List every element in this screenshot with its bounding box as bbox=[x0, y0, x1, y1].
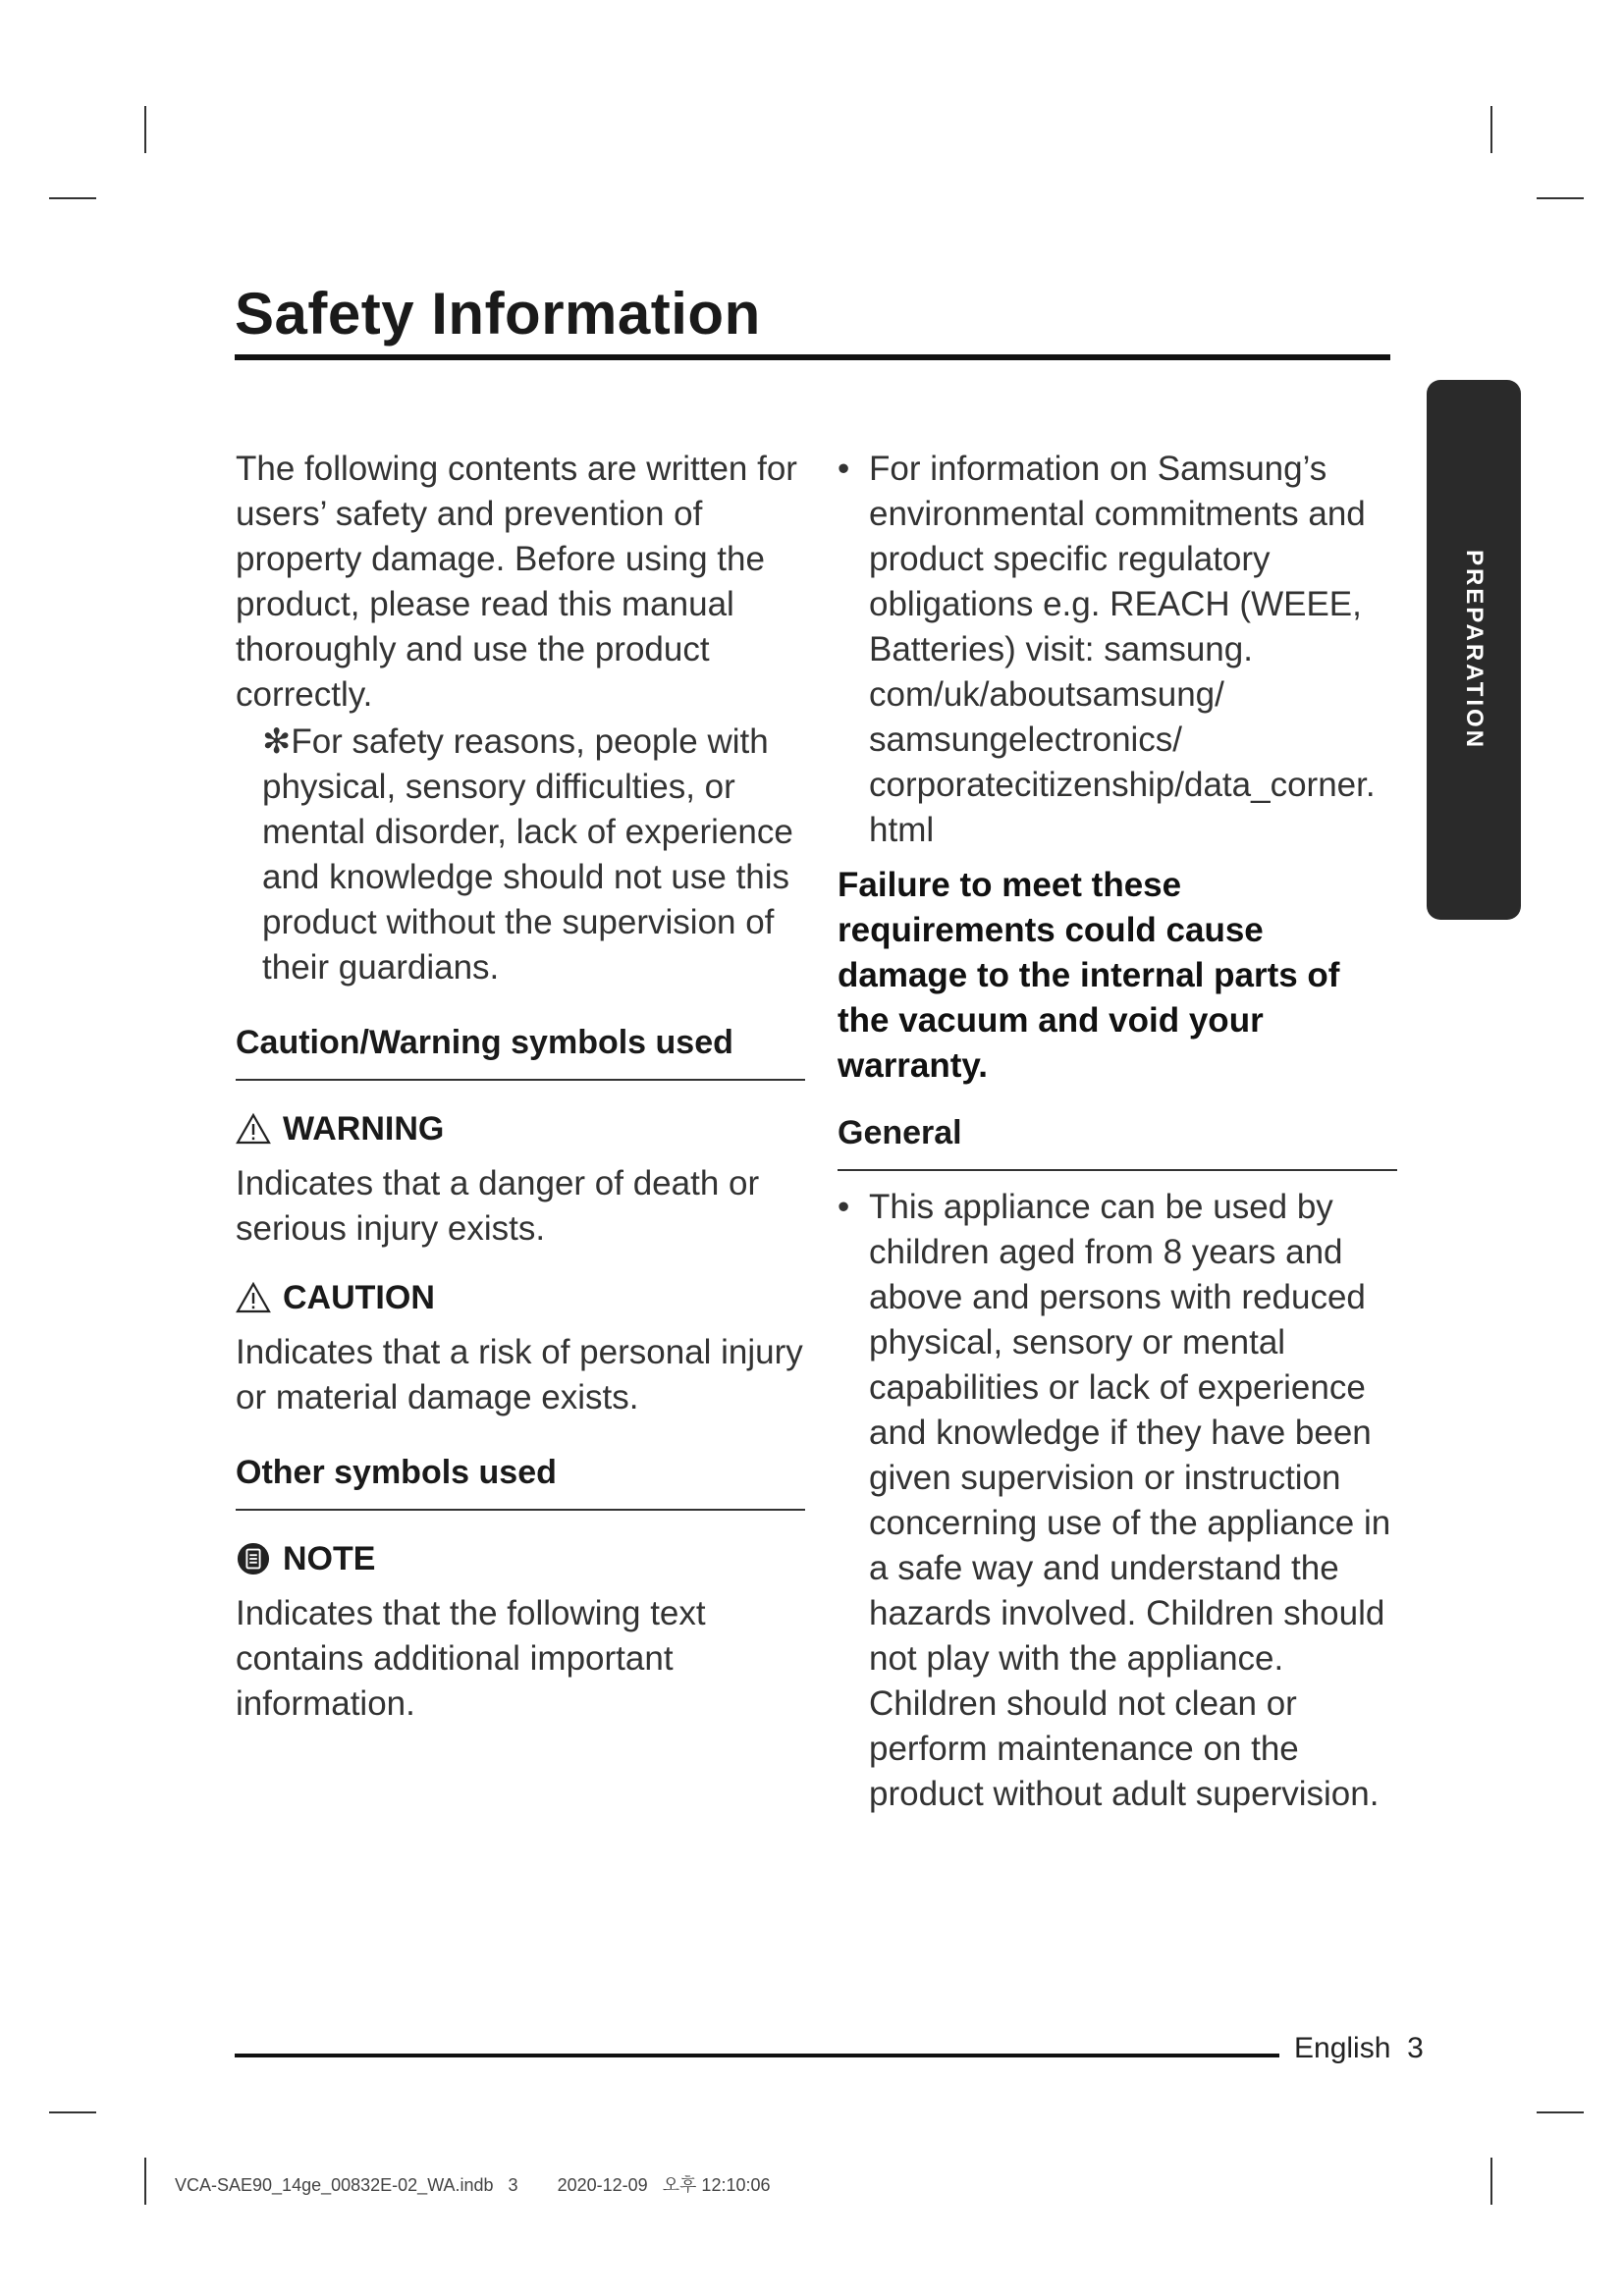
other-symbols-heading: Other symbols used bbox=[236, 1454, 557, 1491]
note-text: Indicates that the following text contains additional important information. bbox=[236, 1594, 706, 1723]
crop-mark bbox=[49, 2111, 96, 2113]
note-label: NOTE bbox=[283, 1540, 376, 1577]
list-item bbox=[838, 1185, 1397, 1817]
footer-rule bbox=[235, 2054, 1279, 2057]
intro-paragraph: The following contents are written for users’ safety and prevention of property damage. Before using the product, please read this manual thoroughly and use the product correctly. bbox=[236, 450, 797, 714]
caution-label: CAUTION bbox=[283, 1279, 435, 1316]
caution-text: Indicates that a risk of personal injury or material damage exists. bbox=[236, 1333, 803, 1416]
general-info-text: This appliance can be used by children aged from 8 years and above and persons with reduced physical, sensory or mental capabilities or lack of experience and knowledge if they have been given supervision or instruction concerning use of the appliance in a safe way and understand the hazards involved. Children should not play with the appliance. Children should not clean or perform maintenance on the product without adult supervision. bbox=[869, 1188, 1391, 1813]
caution-icon bbox=[236, 1281, 271, 1314]
crop-mark bbox=[1537, 197, 1584, 199]
right-column bbox=[838, 447, 1397, 1817]
page-number: 3 bbox=[1407, 2032, 1424, 2064]
failure-warning-text: Failure to meet these requirements could cause damage to the internal parts of the vacuum and void your warranty. bbox=[838, 866, 1340, 1085]
footer-page-label bbox=[1294, 2032, 1424, 2065]
note-icon bbox=[236, 1542, 271, 1575]
warning-heading bbox=[236, 1106, 805, 1151]
bullet-dot: • bbox=[838, 450, 850, 488]
print-slug: VCA-SAE90_14ge_00832E-02_WA.indb 3 2020-12-09 오후 12:10:06 bbox=[175, 2175, 771, 2195]
general-heading: General bbox=[838, 1114, 962, 1151]
warning-icon bbox=[236, 1112, 271, 1146]
crop-mark bbox=[1490, 106, 1492, 153]
crop-mark bbox=[1490, 2158, 1492, 2205]
crop-mark bbox=[144, 2158, 146, 2205]
page-title: Safety Information bbox=[235, 281, 761, 347]
safety-note: ✻For safety reasons, people with physical, sensory difficulties, or mental disorder, lack of experience and knowledge should not use this product without the supervision of their guardians. bbox=[262, 722, 793, 987]
list-item bbox=[838, 447, 1397, 853]
symbols-heading: Caution/Warning symbols used bbox=[236, 1024, 733, 1061]
caution-heading bbox=[236, 1275, 805, 1320]
bullet-dot: • bbox=[838, 1188, 850, 1226]
section-side-tab bbox=[1427, 380, 1521, 920]
section-rule bbox=[236, 1509, 805, 1511]
crop-mark bbox=[49, 197, 96, 199]
samsung-info-text: For information on Samsung’s environmental commitments and product specific regulatory obligations e.g. REACH (WEEE, Batteries) visit: samsung. com/uk/aboutsamsung/ samsungelectronics/ corporatecitizenship/data_corner. html bbox=[869, 450, 1376, 849]
crop-mark bbox=[1537, 2111, 1584, 2113]
title-rule bbox=[235, 354, 1390, 360]
footer-language: English bbox=[1294, 2032, 1391, 2064]
crop-mark bbox=[144, 106, 146, 153]
note-heading bbox=[236, 1536, 805, 1581]
warning-text: Indicates that a danger of death or serious injury exists. bbox=[236, 1164, 760, 1248]
section-rule bbox=[236, 1079, 805, 1081]
left-column bbox=[236, 447, 805, 1727]
warning-label: WARNING bbox=[283, 1110, 445, 1148]
side-tab-label: PREPARATION bbox=[1461, 549, 1488, 751]
section-rule bbox=[838, 1169, 1397, 1171]
